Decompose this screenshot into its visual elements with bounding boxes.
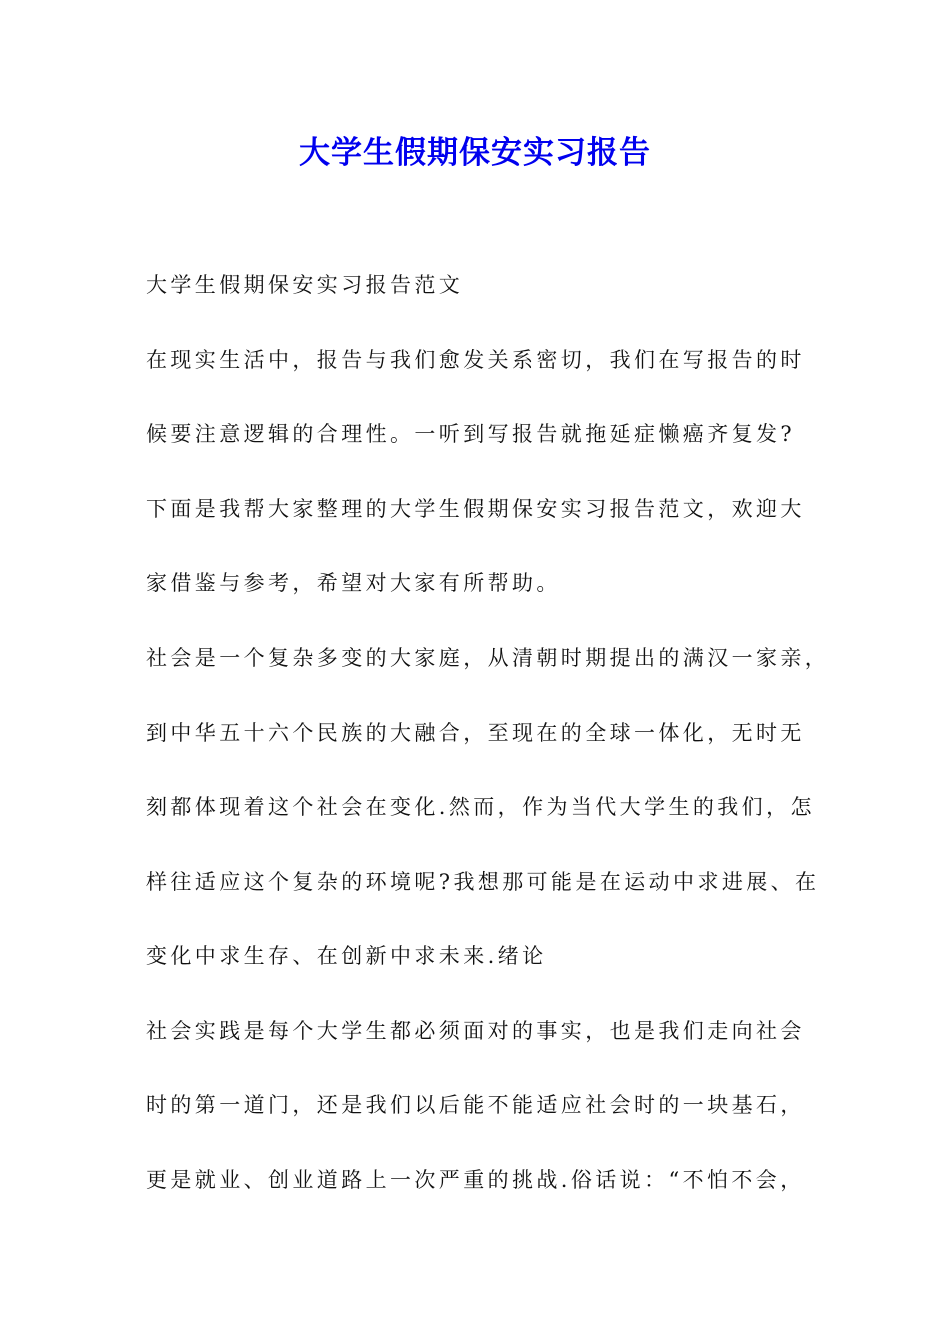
text-line: 社会是一个复杂多变的大家庭，从清朝时期提出的满汉一家亲， bbox=[146, 646, 830, 670]
text-line: 刻都体现着这个社会在变化.然而，作为当代大学生的我们，怎 bbox=[146, 795, 815, 819]
text-line: 时的第一道门，还是我们以后能不能适应社会时的一块基石， bbox=[146, 1093, 805, 1117]
text-line: 到中华五十六个民族的大融合，至现在的全球一体化，无时无 bbox=[146, 721, 805, 745]
document-title: 大学生假期保安实习报告 bbox=[299, 135, 651, 171]
text-line: 变化中求生存、在创新中求未来.绪论 bbox=[146, 944, 547, 968]
text-line: 候要注意逻辑的合理性。一听到写报告就拖延症懒癌齐复发? bbox=[146, 422, 796, 446]
text-line: 更是就业、创业道路上一次严重的挑战.俗话说：“不怕不会， bbox=[146, 1168, 805, 1192]
text-line: 社会实践是每个大学生都必须面对的事实，也是我们走向社会 bbox=[146, 1019, 805, 1043]
subtitle-line: 大学生假期保安实习报告范文 bbox=[146, 273, 464, 297]
text-line: 下面是我帮大家整理的大学生假期保安实习报告范文，欢迎大 bbox=[146, 497, 805, 521]
text-line: 家借鉴与参考，希望对大家有所帮助。 bbox=[146, 571, 561, 595]
text-line: 样往适应这个复杂的环境呢?我想那可能是在运动中求进展、在 bbox=[146, 870, 820, 894]
text-line: 在现实生活中，报告与我们愈发关系密切，我们在写报告的时 bbox=[146, 348, 805, 372]
